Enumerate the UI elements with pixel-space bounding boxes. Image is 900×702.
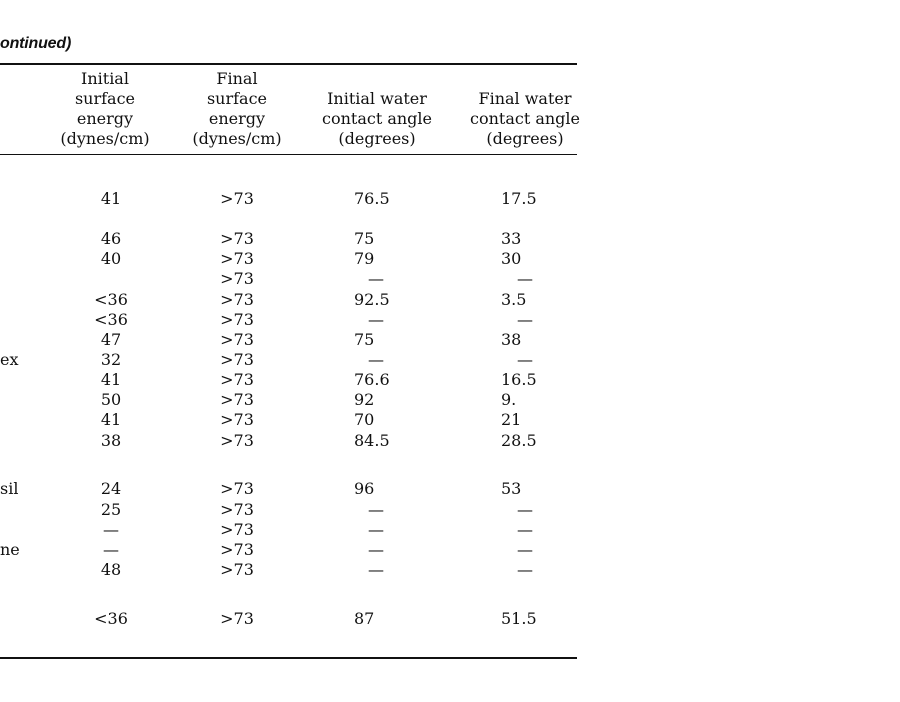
initial-contact-angle-cell: — (368, 540, 384, 559)
table-row (0, 479, 577, 499)
initial-surface-energy-cell: 50 (100, 390, 122, 409)
header-line: (dynes/cm) (60, 129, 150, 148)
table-row (0, 370, 577, 390)
header-line: (degrees) (486, 129, 564, 148)
table-row (0, 500, 577, 520)
initial-contact-angle-cell: — (368, 520, 384, 539)
initial-contact-angle-cell: — (368, 350, 384, 369)
final-surface-energy-cell: >73 (220, 431, 254, 450)
final-surface-energy-cell: >73 (220, 330, 254, 349)
header-line: (dynes/cm) (192, 129, 282, 148)
final-surface-energy-cell: >73 (220, 520, 254, 539)
header-initial-surface-energy (58, 69, 152, 149)
final-surface-energy-cell: >73 (220, 410, 254, 429)
final-surface-energy-cell: >73 (220, 229, 254, 248)
initial-contact-angle-cell: 76.6 (354, 370, 390, 389)
initial-surface-energy-cell: 41 (100, 410, 122, 429)
final-surface-energy-cell: >73 (220, 479, 254, 498)
initial-contact-angle-cell: 92 (354, 390, 375, 409)
header-line: energy (76, 109, 134, 128)
final-surface-energy-cell: >73 (220, 269, 254, 288)
initial-contact-angle-cell: 92.5 (354, 290, 390, 309)
final-contact-angle-cell: 21 (501, 410, 522, 429)
table-row (0, 269, 577, 289)
header-line: contact angle (321, 109, 432, 128)
table-row (0, 520, 577, 540)
final-contact-angle-cell: 17.5 (501, 189, 537, 208)
initial-surface-energy-cell: <36 (94, 310, 128, 329)
header-final-surface-energy (189, 69, 285, 149)
header-line: contact angle (469, 109, 580, 128)
initial-contact-angle-cell: 75 (354, 330, 375, 349)
final-surface-energy-cell: >73 (220, 310, 254, 329)
final-surface-energy-cell: >73 (220, 540, 254, 559)
table-row (0, 560, 577, 580)
row-label: ex (0, 350, 19, 369)
initial-contact-angle-cell: 79 (354, 249, 375, 268)
header-line: Initial water (327, 89, 427, 108)
header-line: surface (206, 89, 268, 108)
table-row (0, 189, 577, 209)
header-line: Final (216, 69, 258, 88)
initial-surface-energy-cell: 46 (100, 229, 122, 248)
final-contact-angle-cell: — (517, 500, 533, 519)
initial-contact-angle-cell: — (368, 310, 384, 329)
final-contact-angle-cell: 33 (501, 229, 522, 248)
initial-contact-angle-cell: 75 (354, 229, 375, 248)
initial-contact-angle-cell: 84.5 (354, 431, 390, 450)
final-contact-angle-cell: 28.5 (501, 431, 537, 450)
final-contact-angle-cell: 9. (501, 390, 517, 409)
top-rule (0, 63, 577, 65)
initial-surface-energy-cell: — (103, 520, 119, 539)
final-surface-energy-cell: >73 (220, 249, 254, 268)
header-line: surface (74, 89, 136, 108)
row-label: sil (0, 479, 19, 498)
initial-contact-angle-cell: 87 (354, 609, 375, 628)
final-surface-energy-cell: >73 (220, 189, 254, 208)
row-label: ne (0, 540, 20, 559)
initial-surface-energy-cell: <36 (94, 609, 128, 628)
final-contact-angle-cell: 3.5 (501, 290, 527, 309)
final-surface-energy-cell: >73 (220, 390, 254, 409)
table-caption: ontinued) (0, 35, 72, 52)
initial-contact-angle-cell: 96 (354, 479, 375, 498)
initial-surface-energy-cell: 25 (100, 500, 122, 519)
final-contact-angle-cell: — (517, 560, 533, 579)
table-row (0, 310, 577, 330)
final-contact-angle-cell: 38 (501, 330, 522, 349)
final-surface-energy-cell: >73 (220, 500, 254, 519)
initial-surface-energy-cell: 38 (100, 431, 122, 450)
final-contact-angle-cell: 51.5 (501, 609, 537, 628)
header-rule (0, 154, 577, 155)
initial-contact-angle-cell: 70 (354, 410, 375, 429)
final-surface-energy-cell: >73 (220, 370, 254, 389)
initial-surface-energy-cell: <36 (94, 290, 128, 309)
initial-surface-energy-cell: 32 (100, 350, 122, 369)
table-row (0, 609, 577, 629)
header-line: energy (208, 109, 266, 128)
final-contact-angle-cell: — (517, 310, 533, 329)
final-contact-angle-cell: 53 (501, 479, 522, 498)
final-contact-angle-cell: — (517, 520, 533, 539)
table-row (0, 390, 577, 410)
initial-surface-energy-cell: 41 (100, 370, 122, 389)
initial-surface-energy-cell: 41 (100, 189, 122, 208)
final-contact-angle-cell: — (517, 269, 533, 288)
final-contact-angle-cell: 16.5 (501, 370, 537, 389)
initial-contact-angle-cell: 76.5 (354, 189, 390, 208)
initial-surface-energy-cell: 48 (100, 560, 122, 579)
initial-surface-energy-cell: 24 (100, 479, 122, 498)
header-line: Initial (81, 69, 129, 88)
table-row (0, 290, 577, 310)
table-row (0, 431, 577, 451)
header-line: (degrees) (338, 129, 416, 148)
table-row (0, 249, 577, 269)
table-row (0, 350, 577, 370)
final-surface-energy-cell: >73 (220, 560, 254, 579)
final-contact-angle-cell: — (517, 350, 533, 369)
bottom-rule (0, 657, 577, 659)
header-initial-water-contact-angle (318, 89, 436, 149)
initial-contact-angle-cell: — (368, 500, 384, 519)
initial-contact-angle-cell: — (368, 269, 384, 288)
table-row (0, 540, 577, 560)
table-row (0, 410, 577, 430)
final-surface-energy-cell: >73 (220, 350, 254, 369)
initial-contact-angle-cell: — (368, 560, 384, 579)
initial-surface-energy-cell: 47 (100, 330, 122, 349)
initial-surface-energy-cell: — (103, 540, 119, 559)
table-row (0, 330, 577, 350)
header-line: Final water (478, 89, 572, 108)
initial-surface-energy-cell: 40 (100, 249, 122, 268)
header-final-water-contact-angle (469, 89, 581, 149)
final-contact-angle-cell: — (517, 540, 533, 559)
table-row (0, 229, 577, 249)
final-contact-angle-cell: 30 (501, 249, 522, 268)
final-surface-energy-cell: >73 (220, 609, 254, 628)
final-surface-energy-cell: >73 (220, 290, 254, 309)
